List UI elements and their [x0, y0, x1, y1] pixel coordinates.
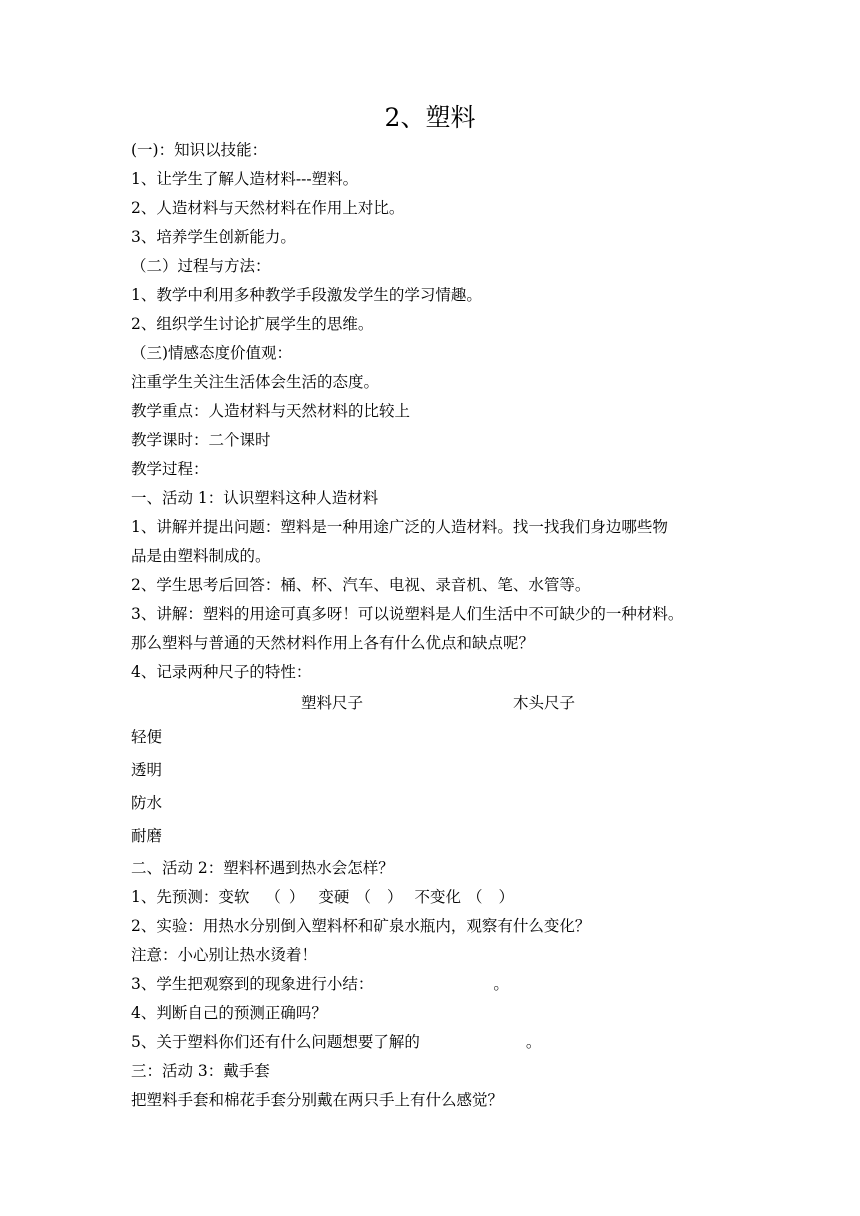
- activity2-prediction-line: [131, 886, 514, 908]
- objective-knowledge-3: 3、培养学生创新能力。: [131, 228, 296, 246]
- objective-emotion-heading: （三)情感态度价值观：: [131, 344, 293, 362]
- teaching-hours: 教学课时：二个课时: [131, 431, 271, 449]
- step5-text: 5、关于塑料你们还有什么问题想要了解的: [131, 1033, 420, 1051]
- process-heading: 教学过程：: [131, 460, 209, 478]
- activity1-step3-line1: 3、讲解：塑料的用途可真多呀！可以说塑料是人们生活中不可缺少的一种材料。: [131, 605, 684, 623]
- activity1-step4: 4、记录两种尺子的特性：: [131, 663, 312, 681]
- activity2-heading: 二、活动 2：塑料杯遇到热水会怎样？: [131, 859, 394, 877]
- paren-close: ）: [288, 888, 305, 906]
- objective-process-2: 2、组织学生讨论扩展学生的思维。: [131, 315, 374, 333]
- objective-knowledge-heading: (一)：知识以技能：: [131, 141, 268, 159]
- activity1-step3-line2: 那么塑料与普通的天然材料作用上各有什么优点和缺点呢？: [131, 634, 535, 652]
- activity2-step2: 2、实验：用热水分别倒入塑料杯和矿泉水瓶内，观察有什么变化？: [131, 917, 591, 935]
- option-soften: 变软: [218, 888, 250, 906]
- activity3-step1: 把塑料手套和棉花手套分别戴在两只手上有什么感觉？: [131, 1091, 504, 1109]
- table-row-wear-resistant: 耐磨: [131, 827, 163, 845]
- objective-emotion-1: 注重学生关注生活体会生活的态度。: [131, 373, 380, 391]
- step3-text: 3、学生把观察到的现象进行小结：: [131, 975, 374, 993]
- option-harden: 变硬: [318, 888, 350, 906]
- objective-knowledge-1: 1、让学生了解人造材料---塑料。: [131, 170, 359, 188]
- paren-open: （: [466, 888, 483, 906]
- paren-close: ）: [498, 888, 515, 906]
- objective-process-heading: （二）过程与方法：: [131, 257, 271, 275]
- activity3-heading: 三：活动 3：戴手套: [131, 1062, 270, 1080]
- activity2-note: 注意：小心别让热水烫着！: [131, 946, 318, 964]
- paren-close: ）: [386, 888, 403, 906]
- paren-open: （: [265, 888, 281, 906]
- activity1-step2: 2、学生思考后回答：桶、杯、汽车、电视、录音机、笔、水管等。: [131, 576, 591, 594]
- objective-process-1: 1、教学中利用多种教学手段激发学生的学习情趣。: [131, 286, 482, 304]
- key-point: 教学重点：人造材料与天然材料的比较上: [131, 402, 411, 420]
- table-row-light: 轻便: [131, 728, 163, 746]
- activity1-step1-line2: 品是由塑料制成的。: [131, 547, 271, 565]
- objective-knowledge-2: 2、人造材料与天然材料在作用上对比。: [131, 199, 405, 217]
- table-row-transparent: 透明: [131, 761, 163, 779]
- activity2-step3: [131, 973, 509, 995]
- page-title: 2、塑料: [384, 103, 476, 132]
- option-no-change: 不变化: [414, 888, 461, 906]
- activity1-heading: 一、活动 1：认识塑料这种人造材料: [131, 489, 379, 507]
- table-header-wood-ruler: 木头尺子: [513, 694, 576, 712]
- step3-end: 。: [493, 975, 509, 993]
- activity1-step1-line1: 1、讲解并提出问题：塑料是一种用途广泛的人造材料。找一找我们身边哪些物: [131, 518, 668, 536]
- table-header-plastic-ruler: 塑料尺子: [301, 694, 364, 712]
- table-row-waterproof: 防水: [131, 794, 163, 812]
- activity2-step4: 4、判断自己的预测正确吗？: [131, 1004, 327, 1022]
- paren-open: （: [355, 888, 371, 906]
- step5-end: 。: [525, 1033, 542, 1051]
- prediction-prefix: 1、先预测：: [131, 888, 219, 906]
- activity2-step5: [131, 1031, 541, 1053]
